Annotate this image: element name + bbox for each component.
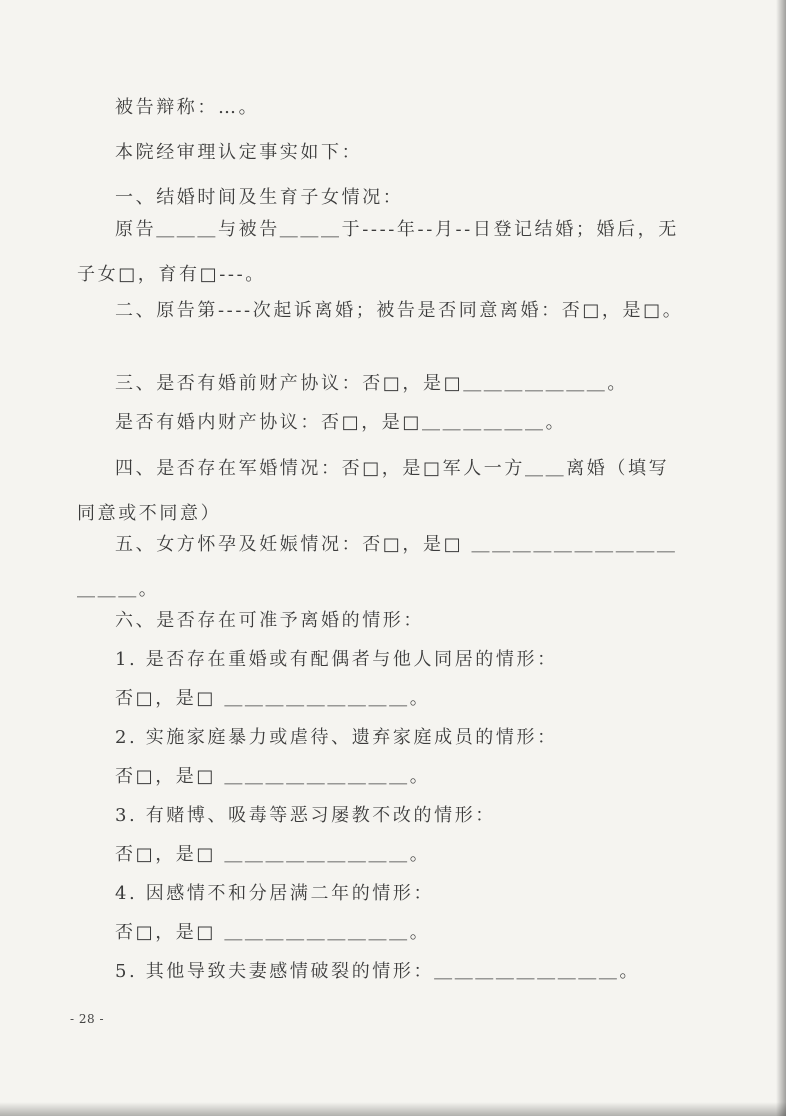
section-1-heading: 一、结婚时间及生育子女情况： [115, 187, 404, 208]
section-5-paragraph: 五、女方怀孕及妊娠情况：否□，是□ ＿＿＿＿＿＿＿＿＿＿＿＿＿。 [77, 534, 678, 600]
scan-edge-right [776, 0, 786, 1116]
item-4-options: 否□，是□ ＿＿＿＿＿＿＿＿＿。 [115, 922, 431, 943]
section-3-line: 三、是否有婚前财产协议：否□，是□＿＿＿＿＿＿＿。 [115, 373, 629, 394]
item-1-options: 否□，是□ ＿＿＿＿＿＿＿＿＿。 [115, 688, 431, 709]
marital-property-agreement-line: 是否有婚内财产协议：否□，是□＿＿＿＿＿＿。 [115, 412, 567, 433]
item-2-heading: 2. 实施家庭暴力或虐待、遗弃家庭成员的情形： [115, 727, 558, 748]
marriage-registration-paragraph: 原告＿＿＿与被告＿＿＿于----年--月--日登记结婚；婚后，无子女□，育有□---。 [77, 219, 679, 285]
item-5-line: 5. 其他导致夫妻感情破裂的情形：＿＿＿＿＿＿＿＿＿。 [115, 961, 641, 982]
section-2-paragraph: 二、原告第----次起诉离婚；被告是否同意离婚：否□，是□。 [115, 300, 684, 321]
item-1-heading: 1. 是否存在重婚或有配偶者与他人同居的情形： [115, 649, 558, 670]
defendant-statement-line: 被告辩称：…。 [115, 97, 260, 118]
item-2-options: 否□，是□ ＿＿＿＿＿＿＿＿＿。 [115, 766, 431, 787]
scan-edge-bottom [0, 1102, 786, 1116]
item-3-options: 否□，是□ ＿＿＿＿＿＿＿＿＿。 [115, 844, 431, 865]
page-number: - 28 - [70, 1012, 105, 1026]
facts-heading: 本院经审理认定事实如下： [115, 142, 363, 163]
section-4-paragraph: 四、是否存在军婚情况：否□，是□军人一方＿＿离婚（填写同意或不同意） [77, 458, 670, 524]
item-3-heading: 3. 有赌博、吸毒等恶习屡教不改的情形： [115, 805, 496, 826]
item-4-heading: 4. 因感情不和分居满二年的情形： [115, 883, 435, 904]
section-6-heading: 六、是否存在可准予离婚的情形： [115, 610, 424, 631]
